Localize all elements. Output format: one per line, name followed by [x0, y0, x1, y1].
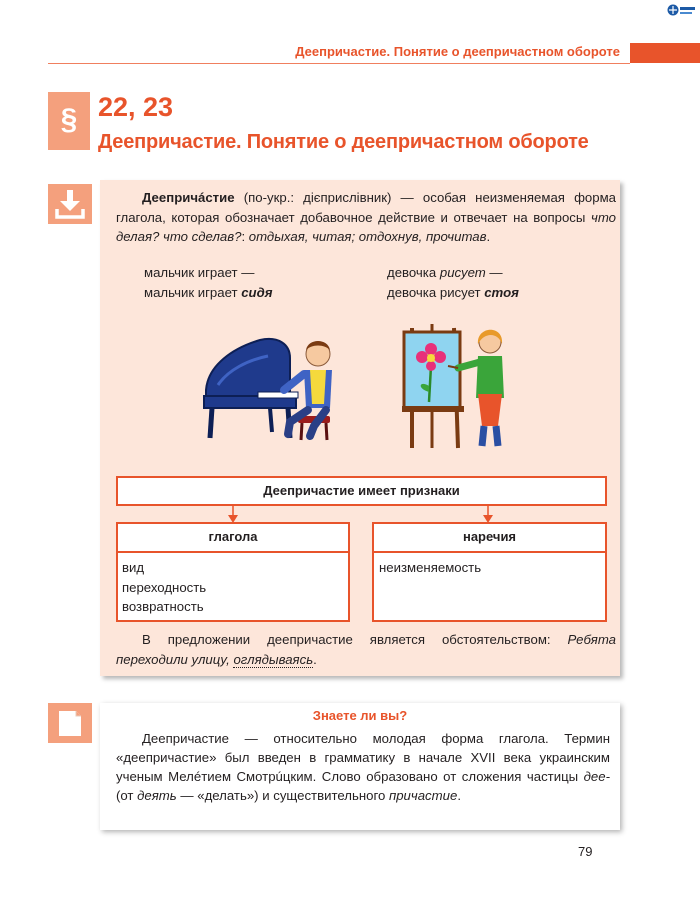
page-number: 79 [578, 844, 593, 859]
scheme-verb-head: глагола [208, 529, 258, 544]
example-girl-plain: девочка рисует — [387, 265, 503, 280]
boy-playing-piano-illustration [198, 330, 348, 445]
girl-painting-illustration [398, 322, 518, 450]
section-symbol: § [48, 92, 90, 150]
scheme-verb-item: вид [122, 560, 145, 575]
running-header [48, 43, 630, 64]
example-boy-participle: мальчик играет сидя [144, 285, 273, 300]
running-title: Деепричастие. Понятие о деепричастном обороте [295, 44, 620, 59]
definition-questions: что делая? что сделав? [116, 209, 616, 244]
scheme-verb-item: переходность [122, 579, 207, 595]
underlined-participle: оглядываясь [233, 652, 314, 667]
scheme-adverb-head: наречия [462, 529, 517, 544]
scheme-verb-items [122, 558, 206, 617]
scheme-top-label: Деепричастие имеет признаки [263, 483, 460, 498]
publisher-logo-icon [666, 3, 696, 19]
example-girl-participle: девочка рисует стоя [387, 285, 519, 300]
bottom-sentence: В предложении деепричастие является обстоятельством: Ребята переходили улицу, оглядываясь. [116, 632, 616, 667]
did-you-know-title: Знаете ли вы? [312, 708, 408, 723]
section-number: 22, 23 [98, 92, 174, 122]
definition-term: Деепричáстие [142, 190, 235, 205]
book-icon [48, 703, 92, 743]
example-boy-plain: мальчик играет — [144, 265, 255, 280]
rule-download-icon [48, 184, 92, 224]
definition: Деепричáстие (по-укр.: дієприслівник) — особая неизменяемая форма глагола, которая обозначает добавочное действие и отвечает на вопросы что делая? что сделав?: отдыхая, читая; отдохнув, прочитав. [116, 190, 616, 244]
scheme-adverb-items [379, 558, 481, 578]
scheme-arrows [220, 504, 500, 524]
running-header-bar [630, 43, 700, 63]
definition-examples: отдыхая, читая; отдохнув, прочитав [248, 229, 487, 244]
scheme-verb-item: возвратность [122, 599, 204, 614]
did-you-know-text: Деепричастие — относительно молодая форма глагола. Термин «деепричастие» был введен в грамматику в начале XVII века украинским ученым Мелéтием Смотрúцким. Слово образовано от сложения частицы дее- (от деять — «делать») и существительного причастие. [116, 731, 610, 803]
scheme-adverb-item: неизменяемость [379, 560, 482, 575]
section-title: Деепричастие. Понятие о деепричастном обороте [98, 131, 589, 153]
